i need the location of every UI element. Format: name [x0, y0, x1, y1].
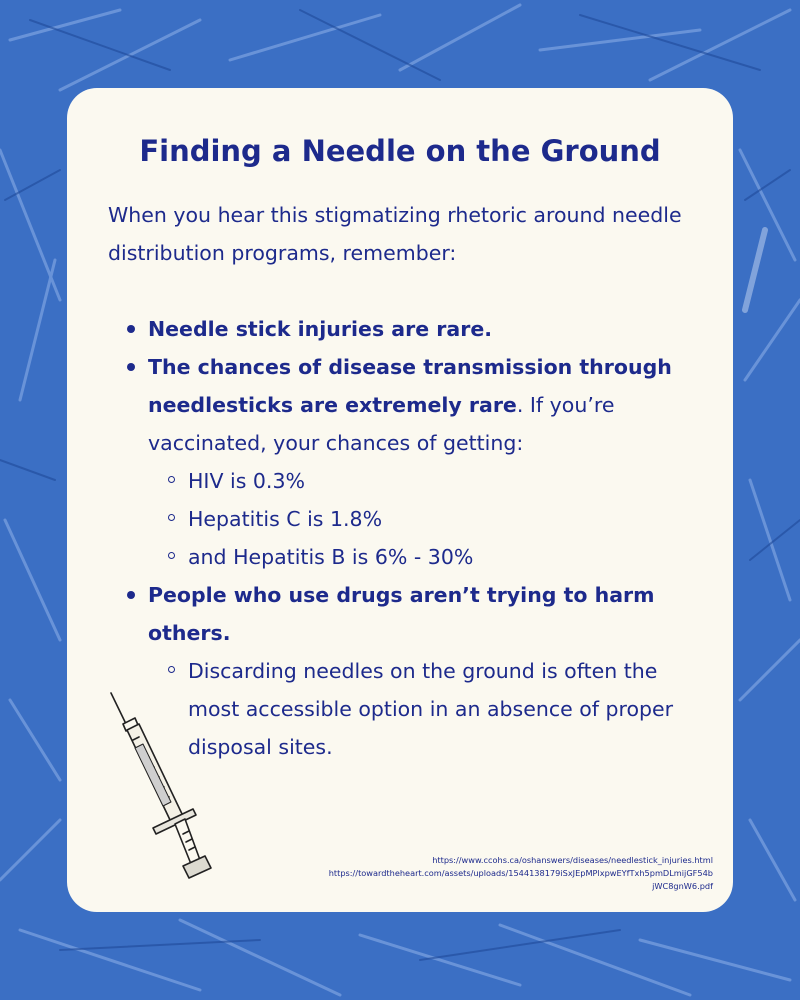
- bullet-text: . If you’re vaccinated, your chances of getting:: [148, 393, 615, 455]
- page-title: Finding a Needle on the Ground: [139, 134, 661, 168]
- sub-list: [148, 652, 708, 766]
- bullet-bold-text: The chances of disease transmission through needlesticks are extremely rare: [148, 355, 672, 417]
- source-link: https://www.ccohs.ca/oshanswers/diseases/needlestick_injuries.html: [432, 855, 713, 865]
- source-link: https://towardtheheart.com/assets/uploads/1544138179iSxJEpMPlxpwEYfTxh5pmDLmijGF54b: [328, 868, 713, 878]
- bullet-item: [108, 348, 708, 576]
- sub-item: HIV is 0.3%: [148, 462, 708, 500]
- sub-item: Discarding needles on the ground is often the most accessible option in an absence of proper disposal sites.: [148, 652, 708, 766]
- sub-item: and Hepatitis B is 6% - 30%: [148, 538, 708, 576]
- info-card: [67, 88, 733, 912]
- bullet-bold-text: People who use drugs aren’t trying to harm others.: [148, 583, 655, 645]
- source-link: jWC8gnW6.pdf: [652, 881, 713, 891]
- sources: [329, 854, 713, 893]
- bullet-bold-text: Needle stick injuries are rare.: [148, 317, 493, 341]
- intro-text: When you hear this stigmatizing rhetoric around needle distribution programs, remember:: [108, 203, 682, 265]
- syringe-icon: [105, 688, 225, 898]
- sub-list: [148, 462, 708, 576]
- sub-item: Hepatitis C is 1.8%: [148, 500, 708, 538]
- bullet-item: [108, 310, 708, 348]
